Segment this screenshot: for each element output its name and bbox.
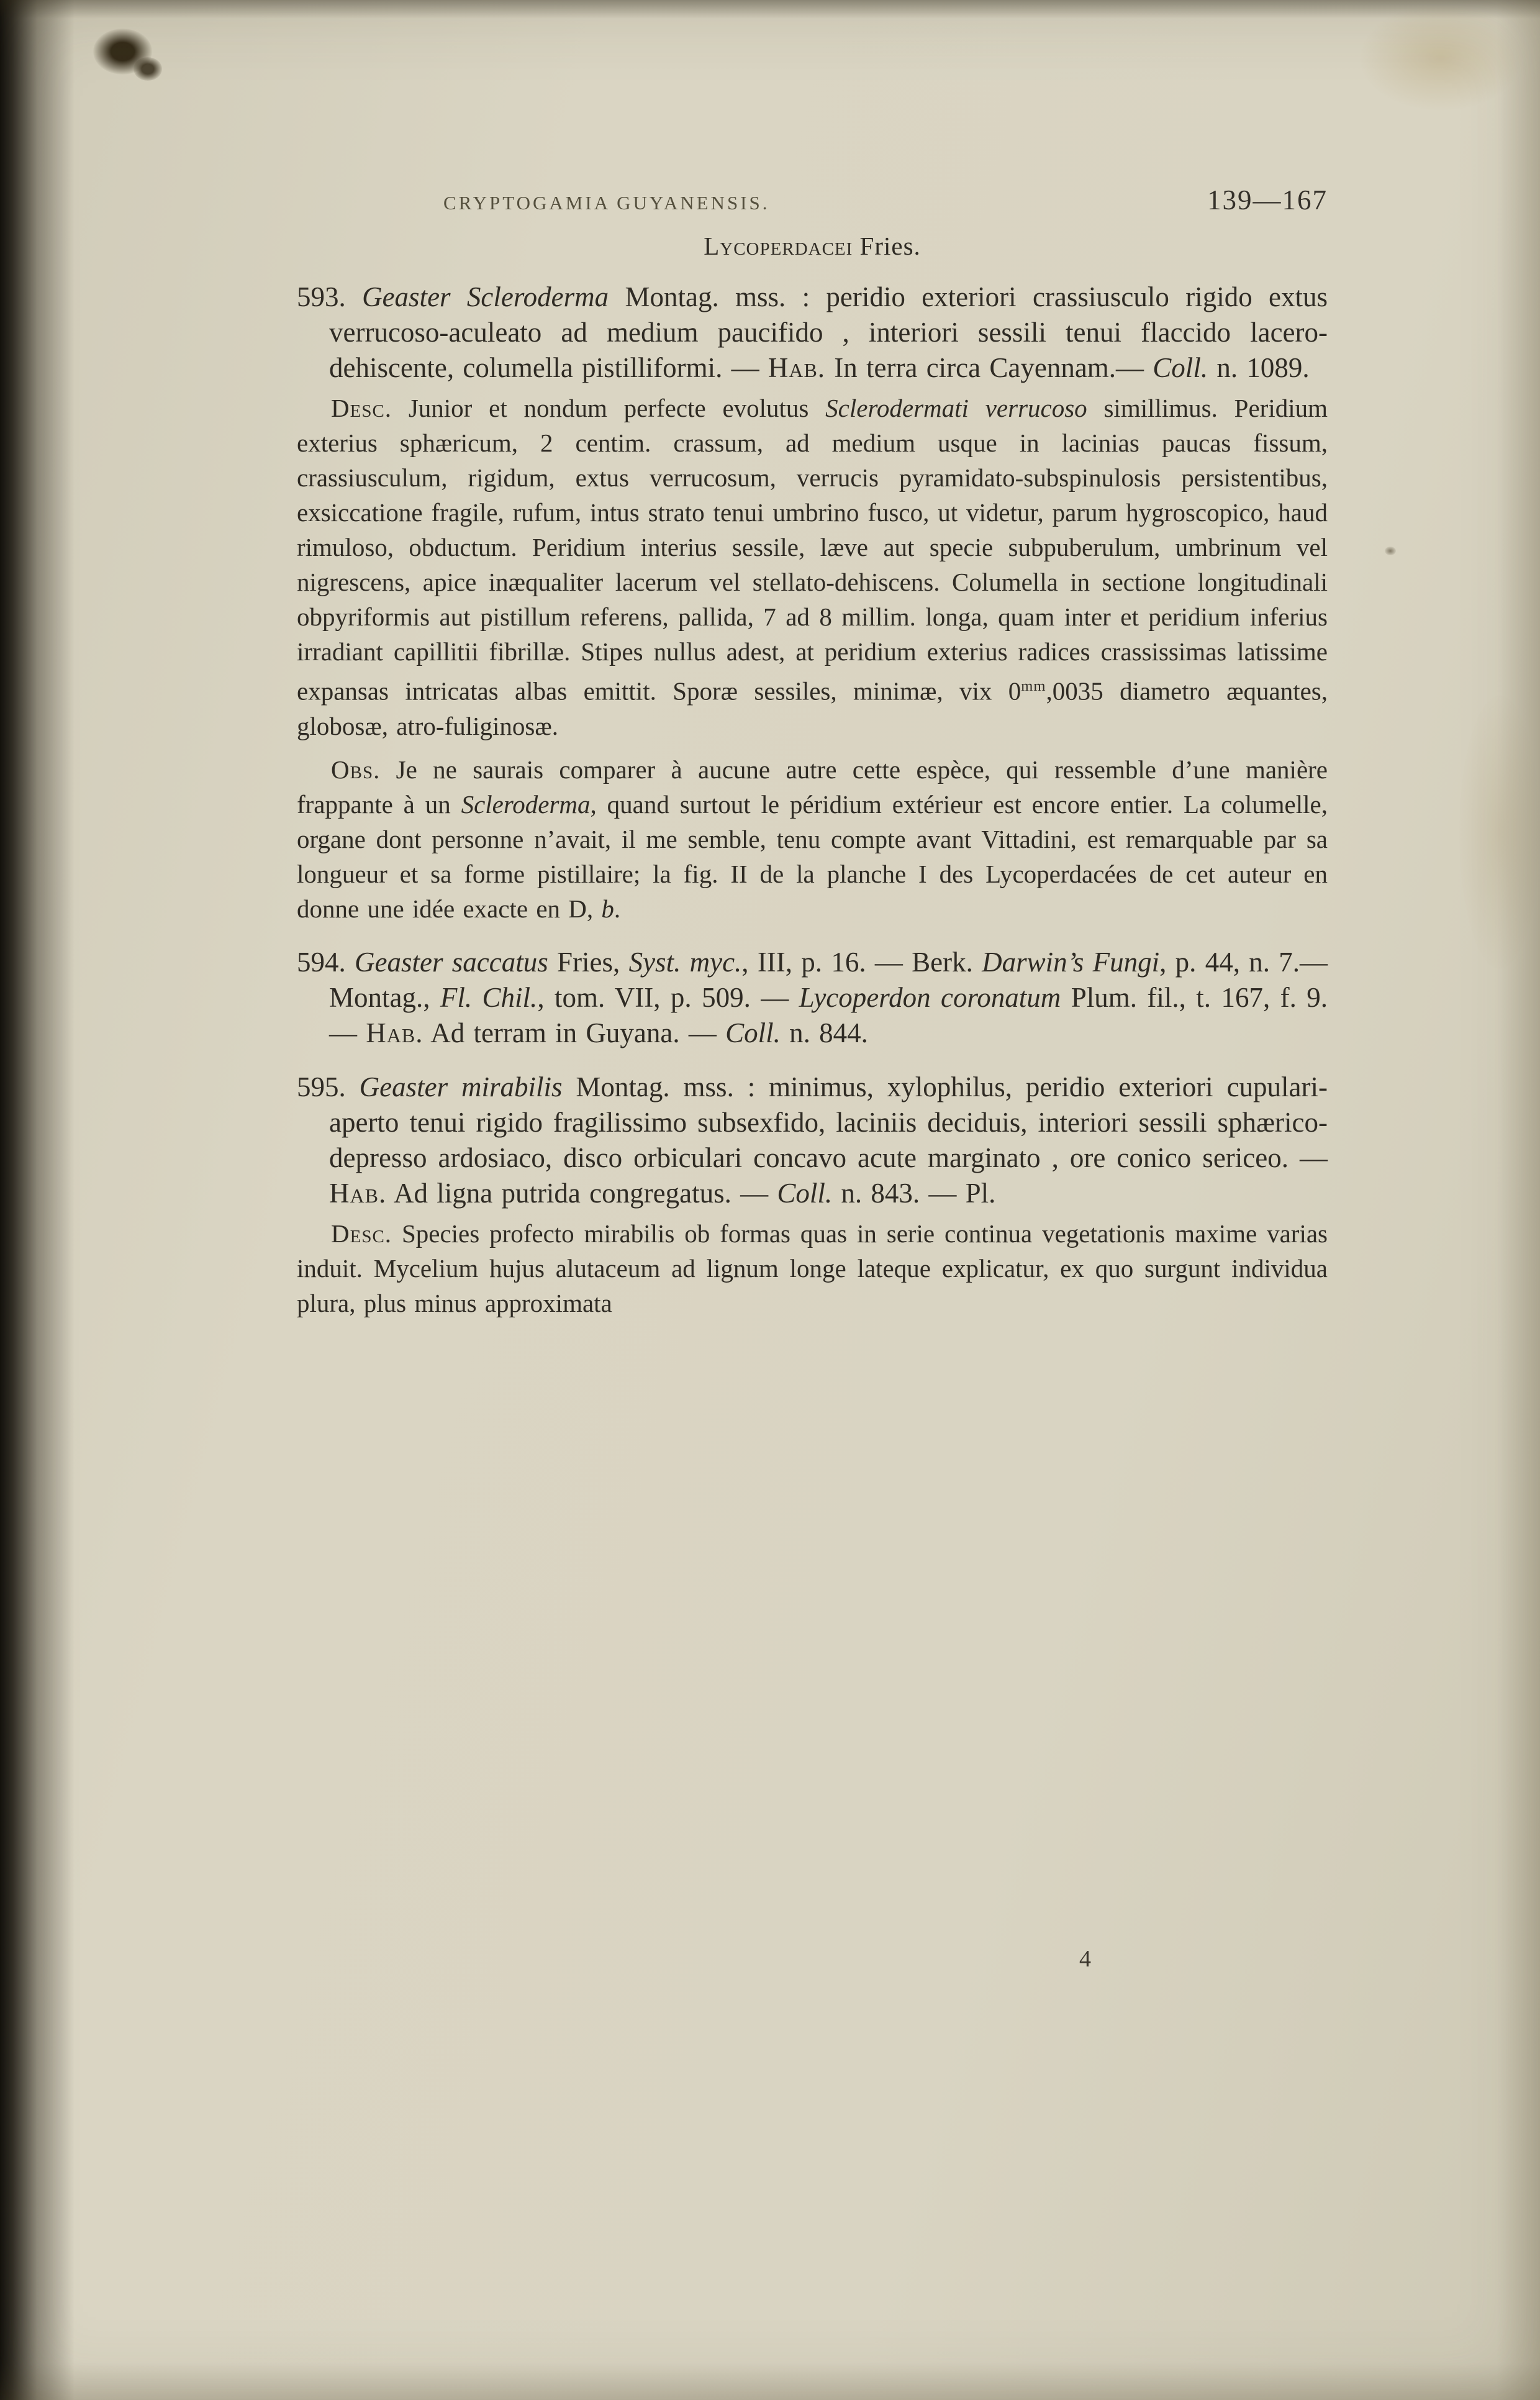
ink-spot — [93, 29, 152, 75]
scan-edge-shadow-top — [0, 0, 1540, 19]
description-label: Desc. — [331, 394, 392, 422]
entry-number: 594. — [297, 946, 355, 978]
habitat-text: In terra circa Cayennam.— — [825, 352, 1153, 383]
entry-593 — [297, 280, 1328, 386]
genus-reference: Scleroderma — [461, 789, 591, 819]
species-name: Geaster mirabilis — [359, 1071, 563, 1102]
description-text: ,0035 diametro æquantes, globosæ, atro-fuliginosæ. — [297, 676, 1328, 740]
observation-label: Obs. — [331, 755, 381, 784]
text-block — [297, 184, 1328, 1320]
author-citation: Fries, — [548, 946, 629, 978]
running-title: CRYPTOGAMIA GUYANENSIS. — [443, 192, 770, 214]
ink-spot — [134, 57, 162, 81]
observation-text: , quand surtout le péridium extérieur est encore entier. La columelle, organe dont personne n’avait, il me semble, tenu compte avant Vittadini, est remarquable par sa longueur et sa forme pistillaire; la fig. II de la planche I des Lycoperdacées de cet auteur en donne une idée exacte en D, — [297, 789, 1328, 923]
collection-label: Coll. — [1153, 352, 1208, 383]
species-name: Geaster Scleroderma — [362, 281, 609, 312]
collection-label: Coll. — [777, 1177, 833, 1209]
collection-number: n. 843. — Pl. — [832, 1177, 996, 1209]
entry-595 — [297, 1070, 1328, 1211]
diagnosis-text: Montag. mss. : peridio exteriori crassiusculo rigido extus verrucoso-aculeato ad medium paucifido , interiori sessili tenui flaccido lacero-dehiscente, columella pistilliformi. — — [329, 281, 1328, 383]
habitat-text: Ad terram in Guyana. — — [423, 1017, 726, 1048]
binding-shadow — [0, 0, 75, 2400]
unit-superscript: mm — [1021, 678, 1046, 694]
citation-text: , III, p. 16. — Berk. — [741, 946, 982, 978]
page-header — [297, 184, 1328, 216]
description-text: Species profecto mirabilis ob formas quas in serie continua vegetationis maxime varias induit. Mycelium hujus alutaceum ad lignum longe lateque explicatur, ex quo surgunt individua plura, plus minus approximata — [297, 1219, 1328, 1317]
author-name: Fries. — [853, 232, 921, 260]
scan-edge-shadow-right — [1497, 0, 1540, 2400]
paper-speck — [1385, 547, 1396, 555]
species-reference: Sclerodermati verrucoso — [825, 394, 1087, 422]
citation-text: , tom. VII, p. 509. — — [537, 981, 799, 1013]
habitat-label: Hab. — [768, 352, 826, 383]
entry-number: 595. — [297, 1071, 360, 1102]
signature-mark: 4 — [1079, 1946, 1091, 1972]
habitat-text: Ad ligna putrida congregatus. — — [386, 1177, 777, 1209]
citation-text: , p. 44, n. 7.— Montag., — [329, 946, 1328, 1013]
observation-text: . — [614, 894, 621, 923]
figure-reference: b — [601, 894, 614, 923]
description-text: simillimus. Peridium exterius sphæricum, 2 centim. crassum, ad medium usque in lacinias paucas fissum, crassiusculum, rigidum, extus verrucosum, verrucis pyramidato-subspinulosis persistentibus, exsiccatione fragile, rufum, intus strato tenui umbrino fusco, ut videtur, parum hygroscopico, haud rimuloso, obductum. Peridium interius sessile, læve aut specie subpuberulum, umbrinum vel nigrescens, apice inæqualiter lacerum vel stellato-dehiscens. Columella in sectione longitudinali obpyriformis aut pistillum referens, pallida, 7 ad 8 millim. longa, quam inter et peridium inferius irradiant capillitii fibrillæ. Stipes nullus adest, at peridium exterius radices crassissimas latissime expansas intricatas albas emittit. Sporæ sessiles, minimæ, vix 0 — [297, 394, 1328, 706]
scan-edge-shadow-bottom — [0, 2363, 1540, 2400]
species-name: Geaster saccatus — [355, 946, 548, 978]
habitat-label: Hab. — [329, 1177, 387, 1209]
work-citation: Darwin’s Fungi — [982, 946, 1160, 978]
entry-number: 593. — [297, 281, 363, 312]
collection-number: n. 844. — [780, 1017, 868, 1048]
work-citation: Syst. myc. — [628, 946, 742, 978]
collection-number: n. 1089. — [1208, 352, 1310, 383]
habitat-label: Hab. — [366, 1017, 424, 1048]
description-593 — [297, 391, 1328, 743]
work-citation: Fl. Chil. — [440, 981, 538, 1013]
diagnosis-text: Montag. mss. : minimus, xylophilus, peridio exteriori cupulari-aperto tenui rigido fragilissimo subsexfido, laciniis deciduis, interiori sessili sphærico-depresso ardosiaco, disco orbiculari concavo acute marginato , ore conico sericeo. — — [329, 1071, 1328, 1173]
observation-593 — [297, 752, 1328, 926]
description-text: Junior et nondum perfecte evolutus — [392, 394, 826, 422]
description-595 — [297, 1216, 1328, 1320]
page-numbers: 139—167 — [1207, 184, 1328, 216]
description-label: Desc. — [331, 1219, 392, 1248]
synonym-name: Lycoperdon coronatum — [799, 981, 1061, 1013]
entry-594 — [297, 945, 1328, 1051]
observation-text: Je ne saurais comparer à aucune autre cette espèce, qui ressemble d’une manière frappante à un — [297, 755, 1328, 819]
collection-label: Coll. — [725, 1017, 781, 1048]
family-name: Lycoperdacei — [704, 232, 853, 260]
section-title — [297, 231, 1328, 261]
citation-text: Plum. fil., t. 167, f. 9. — — [329, 981, 1328, 1048]
